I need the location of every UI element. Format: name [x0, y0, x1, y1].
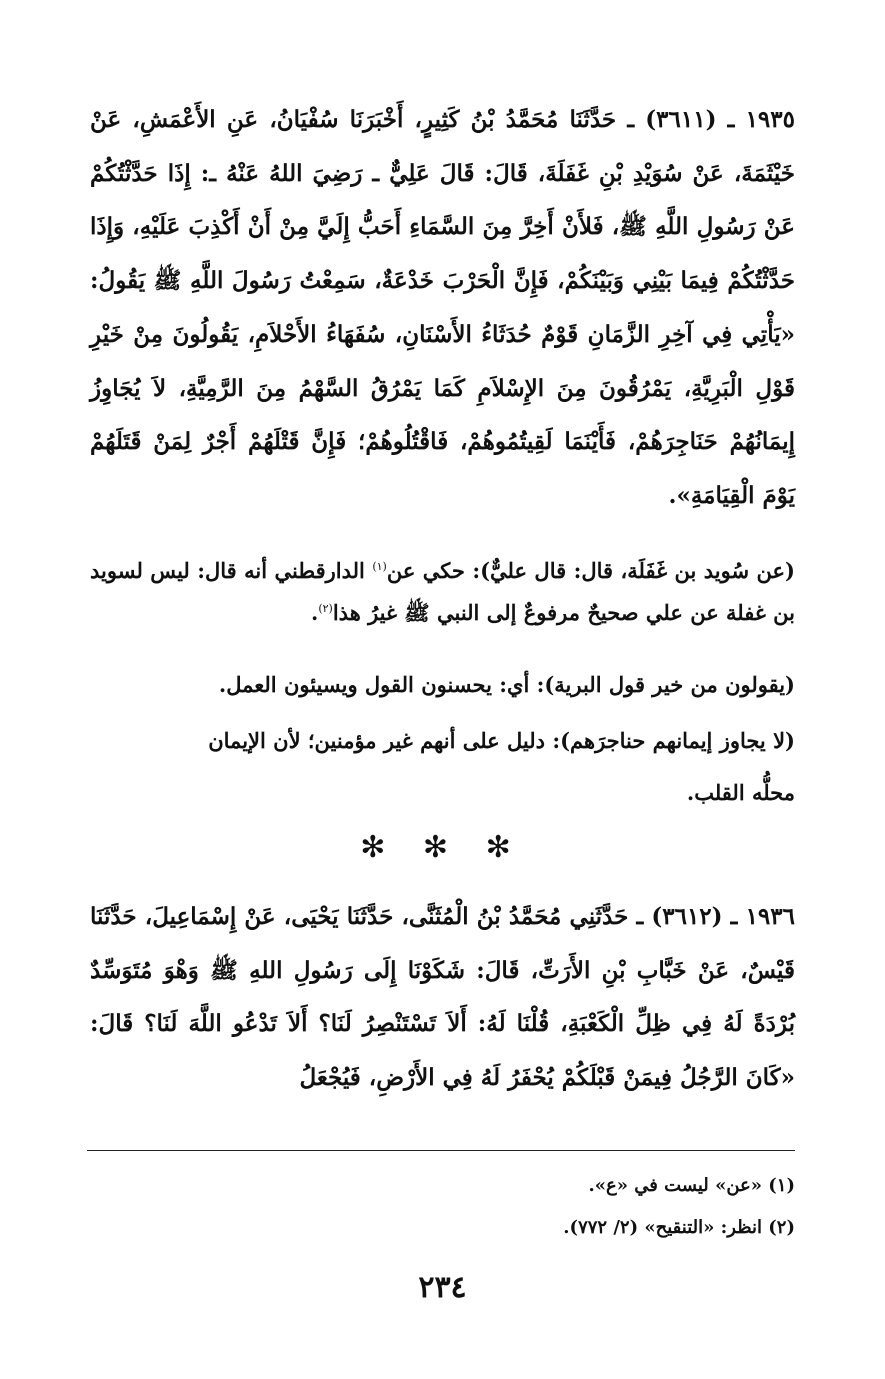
- section-separator: ✻ ✻ ✻: [360, 830, 525, 865]
- commentary-line: (لا يجاوز إيمانهم حناجرَهم): دليل على أنهم غير مؤمنين؛ لأن الإيمان: [208, 728, 795, 753]
- page-number: ٢٣٤: [418, 1270, 467, 1305]
- footnote-ref-2[interactable]: (٢): [318, 602, 333, 615]
- commentary-end: .: [311, 600, 319, 625]
- commentary-text: (عن سُويد بن غَفَلَة، قال: قال عليٌّ): حكي عن: [386, 558, 795, 583]
- footnote-2: (٢) انظر: «التنقيح» (٢/ ٧٧٢).: [563, 1217, 795, 1238]
- hadith-1935: ١٩٣٥ ـ (٣٦١١) ـ حَدَّثَنَا مُحَمَّدُ بْنُ كَثِيرٍ، أَخْبَرَنَا سُفْيَانُ، عَنِ الأَعْمَشِ، عَنْ خَيْثَمَةَ، عَنْ سُوَيْدِ بْنِ غَفَلَةَ، قَالَ: قَالَ عَلِيٌّ ـ رَضِيَ اللهُ عَنْهُ ـ: إِذَا حَدَّثْتُكُمْ عَنْ رَسُولِ اللَّهِ ﷺ، فَلأَنْ أَخِرَّ مِنَ السَّمَاءِ أَحَبُّ إِلَيَّ مِنْ أَنْ أَكْذِبَ عَلَيْهِ، وَإِذَا حَدَّثْتُكُمْ فِيمَا بَيْنِي وَبَيْنَكُمْ، فَإِنَّ الْحَرْبَ خَدْعَةٌ، سَمِعْتُ رَسُولَ اللَّهِ ﷺ يَقُولُ: «يَأْتِي فِي آخِرِ الزَّمَانِ قَوْمٌ حُدَثَاءُ الأَسْنَانِ، سُفَهَاءُ الأَحْلاَمِ، يَقُولُونَ مِنْ خَيْرِ قَوْلِ الْبَرِيَّةِ، يَمْرُقُونَ مِنَ الإِسْلاَمِ كَمَا يَمْرُقُ السَّهْمُ مِنَ الرَّمِيَّةِ، لاَ يُجَاوِزُ إِيمَانُهُمْ حَنَاجِرَهُمْ، فَأَيْنَمَا لَقِيتُمُوهُمْ، فَاقْتُلُوهُمْ؛ فَإِنَّ قَتْلَهُمْ أَجْرٌ لِمَنْ قَتَلَهُمْ يَوْمَ الْقِيَامَةِ».: [90, 106, 795, 509]
- commentary-line: محلُّه القلب.: [686, 780, 795, 805]
- commentary-faith: [90, 722, 795, 812]
- commentary-sanad: [90, 548, 795, 632]
- footnotes: [90, 1165, 795, 1249]
- commentary-speech: (يقولون من خير قول البرية): أي: يحسنون القول ويسيئون العمل.: [218, 672, 795, 697]
- hadith-1936: ١٩٣٦ ـ (٣٦١٢) ـ حَدَّثَنِي مُحَمَّدُ بْنُ الْمُثَنَّى، حَدَّثَنَا يَحْيَى، عَنْ إِسْمَاعِيلَ، حَدَّثَنَا قَيْسٌ، عَنْ خَبَّابِ بْنِ الأَرَتِّ، قَالَ: شَكَوْنَا إِلَى رَسُولِ اللهِ ﷺ وَهْوَ مُتَوَسِّدٌ بُرْدَةً لَهُ فِي ظِلِّ الْكَعْبَةِ، قُلْنَا لَهُ: أَلاَ تَسْتَنْصِرُ لَنَا؟ أَلاَ تَدْعُو اللَّهَ لَنَا؟ قَالَ: «كَانَ الرَّجُلُ فِيمَنْ قَبْلَكُمْ يُحْفَرُ لَهُ فِي الأَرْضِ، فَيُجْعَلُ: [90, 903, 795, 1092]
- footnote-ref-1[interactable]: (١): [372, 560, 387, 573]
- footnote-1: (١) «عن» ليست في «ع».: [588, 1175, 795, 1196]
- commentary-text: الدارقطني أنه قال: ليس لسويد بن غفلة عن علي صحيحٌ مرفوعٌ إلى النبي ﷺ غيرُ هذا: [90, 558, 795, 625]
- footnote-divider: [87, 1150, 795, 1151]
